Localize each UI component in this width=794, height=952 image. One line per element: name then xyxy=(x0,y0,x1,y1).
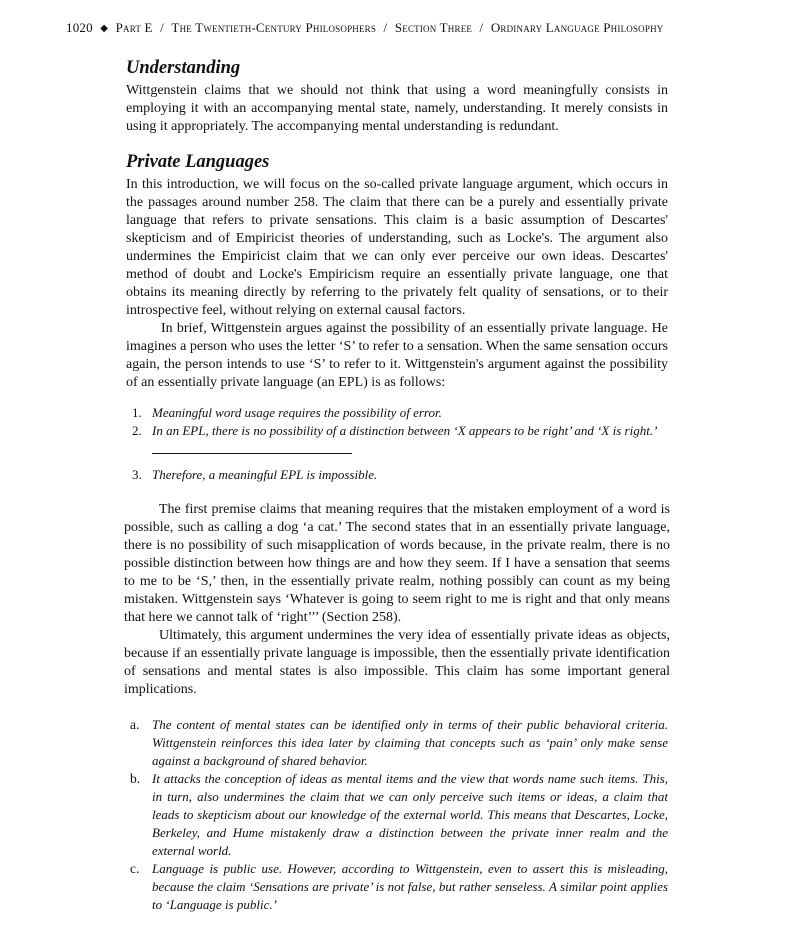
running-head-part: Part E xyxy=(115,20,153,35)
main-content xyxy=(126,57,668,914)
conclusion-number: 3. xyxy=(132,467,142,482)
private-languages-paragraph-1: In this introduction, we will focus on the so-called private language argument, which occurs in the passages around number 258. The claim that there can be a purely and essentially private language that refers to private sensations. This claim is a basic assumption of Descartes' skepticism and of Empiricist theories of understanding, such as Locke's. The argument also undermines the Empiricist claim that we can only ever perceive our own ideas. Descartes' method of doubt and Locke's Empiricism require an essentially private language, one that obtains its meaning directly by referring to the privately felt quality of sensations, or to their introspective feel, without relying on external causal factors. xyxy=(126,177,668,318)
premise-text: Meaningful word usage requires the possibility of error. xyxy=(152,405,442,420)
argument-premises xyxy=(132,404,668,484)
private-languages-paragraph-2: In brief, Wittgenstein argues against the possibility of an essentially private language. He imagines a person who uses the letter ‘S’ to refer to a sensation. When the same sensation occurs again, the person intends to use ‘S’ to refer to it. Wittgenstein's argument against the possibility of an essentially private language (an EPL) is as follows: xyxy=(126,321,668,390)
premise-item xyxy=(132,422,668,440)
implications-list xyxy=(130,716,668,914)
conclusion-item xyxy=(132,466,668,484)
implication-letter: b. xyxy=(130,771,141,786)
private-languages-paragraph-3: The first premise claims that meaning requires that the mistaken employment of a word is possible, such as calling a dog ‘a cat.’ The second states that in an essentially private language, there is no possibility of such misapplication of words because, in the private realm, there is no possible distinction between how things are and how they seem. If I have a sensation that seems to me to be ‘S,’ then, in the essentially private realm, nothing possibly can count as my being mistaken. Wittgenstein says ‘Whatever is going to seem right to me is right and that only means that here we cannot talk of ‘right’’’ (Section 258). xyxy=(124,502,670,625)
premise-item xyxy=(132,404,668,422)
private-languages-heading: Private Languages xyxy=(126,152,270,172)
private-languages-paragraph-4: Ultimately, this argument undermines the very idea of essentially private ideas as objects, because if an essentially private language is impossible, then the essentially private identification of sensations and mental states is also impossible. This claim has some important general implications. xyxy=(124,628,670,697)
implication-text: Language is public use. However, according to Wittgenstein, even to assert this is misleading, because the claim ‘Sensations are private’ is not false, but rather senseless. A similar point applies to ‘Language is public.’ xyxy=(152,861,668,912)
page-number: 1020 xyxy=(66,20,93,35)
implication-text: It attacks the conception of ideas as mental items and the view that words name such items. This, in turn, also undermines the claim that we can only perceive such items or ideas, a claim that leads to skepticism about our knowledge of the external world. This means that Descartes, Locke, Berkeley, and Hume mistakenly draw a distinction between the private inner realm and the external world. xyxy=(152,771,668,858)
understanding-paragraph: Wittgenstein claims that we should not think that using a word meaningfully consists in employing it with an accompanying mental state, namely, understanding. It merely consists in using it appropriately. The accompanying mental understanding is redundant. xyxy=(126,83,668,134)
implication-letter: a. xyxy=(130,717,140,732)
premise-text: In an EPL, there is no possibility of a distinction between ‘X appears to be right’ and ‘X is right.’ xyxy=(152,423,658,438)
running-head xyxy=(66,20,663,36)
running-head-book-section: The Twentieth-Century Philosophers xyxy=(171,20,377,35)
running-head-separator: / xyxy=(160,20,164,35)
premise-number: 1. xyxy=(132,405,142,420)
running-head-separator: / xyxy=(383,20,388,35)
running-head-topic: Ordinary Language Philosophy xyxy=(490,20,664,35)
understanding-heading: Understanding xyxy=(126,58,241,78)
implication-item xyxy=(130,770,668,860)
implication-text: The content of mental states can be identified only in terms of their public behavioral criteria. Wittgenstein reinforces this idea later by claiming that concepts such as ‘pain’ only make sense against a background of shared behavior. xyxy=(152,717,668,768)
implication-letter: c. xyxy=(130,861,140,876)
diamond-icon: ◆ xyxy=(100,23,109,34)
argument-divider xyxy=(152,453,352,454)
running-head-separator: / xyxy=(479,20,484,35)
running-head-section: Section Three xyxy=(394,20,473,35)
implication-item xyxy=(130,716,668,770)
implication-item xyxy=(130,860,668,914)
premise-number: 2. xyxy=(132,423,142,438)
conclusion-text: Therefore, a meaningful EPL is impossible. xyxy=(152,467,378,482)
